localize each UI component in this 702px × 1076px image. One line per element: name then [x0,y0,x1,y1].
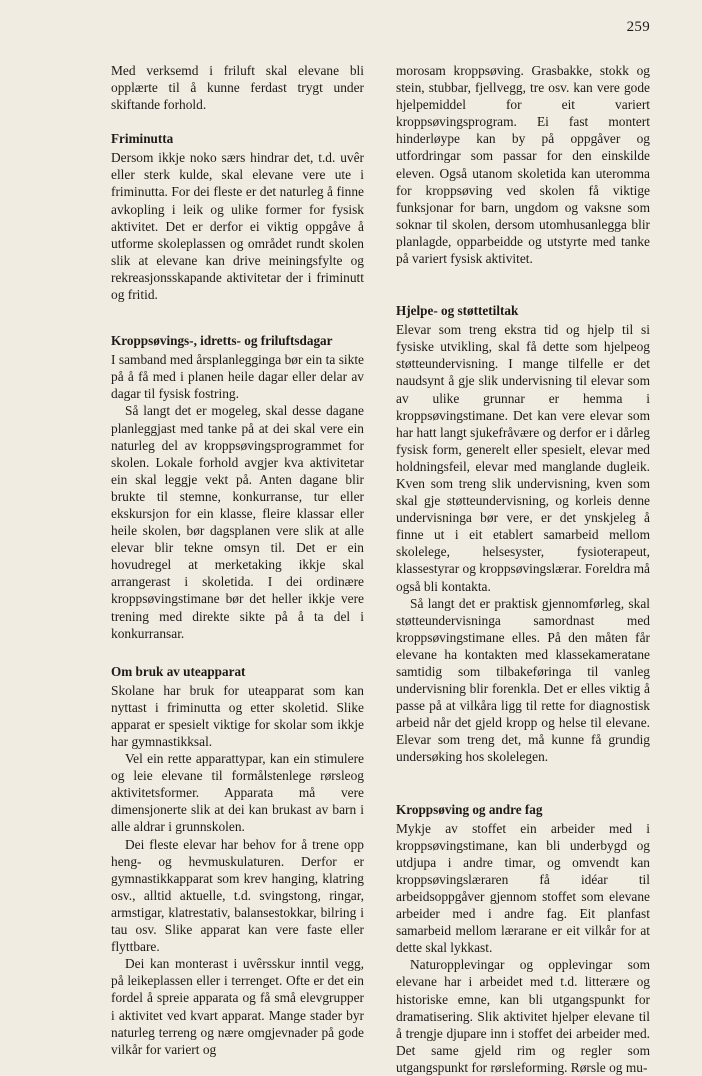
paragraph: Dei fleste elevar har behov for å trene opp heng- og hevmuskulaturen. Derfor er gymnastikkapparat som krev hanging, klatring osv., alltid aktuelle, t.d. svingstong, ringar, armstigar, klatrestativ, balansestokkar, bilring i tau osv. Slike apparat kan vere faste eller flyttbare. [111,836,364,955]
section-heading-kroppsovingsdagar: Kroppsøvings-, idretts- og friluftsdagar [111,333,333,349]
paragraph: I samband med årsplanlegginga bør ein ta sikte på å få med i planen heile dagar eller delar av dagar til fysisk fostring. [111,352,364,402]
section-heading-kroppsoving-og-andre-fag: Kroppsøving og andre fag [396,801,543,817]
page-number: 259 [626,19,650,35]
left-column [111,62,364,1058]
section-heading-friminutta: Friminutta [111,131,174,147]
paragraph: Elevar som treng ekstra tid og hjelp til si fysiske utvikling, skal få dette som hjelpeog støtteundervisning. I mange tilfelle er det naudsynt å gje slik undervisning til elevar som av ulike grunnar er hemma i kroppsøvingstimane. Det kan vere elevar som har hatt langt sjukefråvære og derfor er i dårleg fysisk form, generelt eller spesielt, elevar med holdningsfeil, elevar med manglande dugleik. Kven som treng slik undervisning, kven som skal gje støtteundervisning, og korleis denne undervisninga bør vere, er det ynskjeleg å finne ut i eit etablert samarbeid mellom skolelege, helsesyster, fysioterapeut, klassestyrar og kroppsøvingslærar. Foreldra må også bli kontakta. [396,322,651,594]
continued-paragraph: morosam kroppsøving. Grasbakke, stokk og stein, stubbar, fjellvegg, tre osv. kan vere gode hjelpemiddel for eit variert kroppsøvingsprogram. Ei fast montert hinderløype kan by på oppgåver og utfordringar som passar for den einskilde eleven. Også utanom skoletida kan uteromma for kroppsøving ved skolen få viktige funksjonar for barn, ungdom og vaksne som soknar til skolen, dersom utomhusanlegga blir planlagde, opparbeidde og utstyrte med tanke på variert fysisk aktivitet. [396,63,650,267]
paragraph: Skolane har bruk for uteapparat som kan nyttast i friminutta og etter skoletid. Slike apparat er spesielt viktige for skolar som ikkje har gymnastikksal. [111,682,364,749]
intro-paragraph: Med verksemd i friluft skal elevane bli opplærte til å kunne ferdast trygt under skiftande forhold. [111,63,364,113]
paragraph: Mykje av stoffet ein arbeider med i kroppsøvingstimane, kan bli underbygd og utdjupa i andre timar, og omvendt kan kroppsøvingslæraren få idéar til arbeidsoppgåver gjennom stoffet som elevane arbeider med i andre fag. Eit planfast samarbeid mellom lærarane er eit vilkår for at dette skal lykkast. [396,820,650,956]
paragraph: Vel ein rette apparattypar, kan ein stimulere og leie elevane til formålstenlege rørsleog aktivitetsformer. Apparata må vere dimensjonerte slik at dei kan brukast av barn i alle aldrar i grunnskolen. [111,751,364,835]
right-column [396,62,650,1076]
paragraph: Naturopplevingar og opplevingar som elevane har i arbeidet med t.d. litterære og historiske emne, kan bli utgangspunkt for dramatisering. Slik aktivitet hjelper elevane til å trengje djupare inn i stoffet dei arbeider med. Det same gjeld rim og regler som utgangspunkt for rørsleforming. Rørsle og mu- [396,957,650,1075]
paragraph: Så langt det er praktisk gjennomførleg, skal støtteundervisninga samordnast med kroppsøvingstimane elles. På den måten får elevane ha kontakten med klassekameratane samtidig som tilbakeføringa til vanleg undervisning blir forenkla. Det er elles viktig å passe på at vilkåra ligg til rette for diagnostisk arbeid når det gjeld kropp og helse til elevane. Elevar som treng det, må kunne få grundig undersøking hos skolelegen. [396,595,650,765]
paragraph: Så langt det er mogeleg, skal desse dagane planleggjast med tanke på at dei skal vere ein naturleg del av kroppsøvingsprogrammet for skolen. Lokale forhold avgjer kva aktivitetar ein skal leggje vekt på. Anten dagane blir brukte til stemne, konkurranse, tur eller ekskursjon for ein klasse, fleire klassar eller heile skolen, bør dagsplanen vere slik at alle elevar blir tekne omsyn til. Det er ein hovudregel at merketaking ikkje skal arrangerast i skoletida. I dei ordinære kroppsøvingstimane bør det heller ikkje vere trening med direkte sikte på å ta del i konkurransar. [111,403,364,641]
paragraph: Dei kan monterast i uvêrsskur inntil vegg, på leikeplassen eller i terrenget. Ofte er det ein fordel å spreie apparata og få små elevgrupper i aktivitet ved kvart apparat. Mange stader byr naturleg terreng og nære omgjevnader på gode vilkår for variert og [111,956,364,1057]
section-heading-hjelpe-og-stottetiltak: Hjelpe- og støttetiltak [396,303,519,319]
paragraph: Dersom ikkje noko særs hindrar det, t.d. uvêr eller sterk kulde, skal elevane vere ute i friminutta. For dei fleste er det naturleg å finne avkopling i leik og ulike former for fysisk aktivitet. Det er derfor ei viktig oppgåve å utforme skoleplassen og området rundt skolen slik at elevane kan drive meiningsfylte og rekreasjonsskapande aktivitetar der i friminutt og fritid. [111,150,364,303]
section-heading-uteapparat: Om bruk av uteapparat [111,663,246,679]
